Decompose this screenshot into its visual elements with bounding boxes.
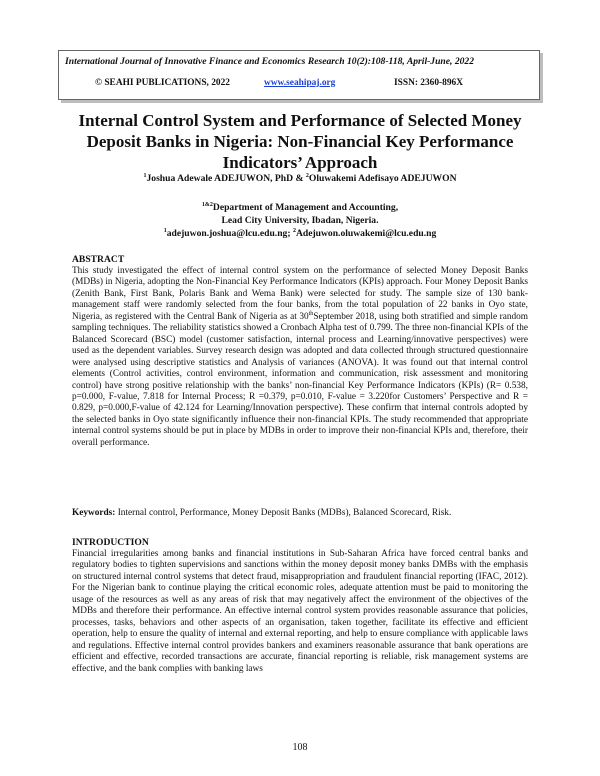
author2-superscript: 2	[305, 173, 309, 179]
paper-title: Internal Control System and Performance of Selected Money Deposit Banks in Nigeria: Non-Financial Key Performance Indicators’ Approach	[78, 111, 522, 172]
university-line: Lead City University, Ibadan, Nigeria.	[221, 215, 379, 226]
keywords-text: Internal control, Performance, Money Deposit Banks (MDBs), Balanced Scorecard, Risk.	[115, 508, 452, 518]
abstract-text-part2: September 2018, using both stratified and simple random sampling techniques. The reliability statistics showed a Cronbach Alpha test of 0.799. The three non-financial KPIs of the Balanced Scorecard (BSC) model (customer satisfaction, internal process and Learning/innovative perspectives) were used as the dependent variables. Survey research design was adopted and data collected through structured questionnaire were analysed using descriptive statistics and Analysis of variances (ANOVA). It was found out that internal control elements (Control activities, control environment, information and communication, risk assessment and monitoring control) have strong positive relationship with the banks’ non-financial Key Performance Indicators (KPIs) (R= 0.538, p=0.000, F-value, 7.818 for Internal Process; R =0.379, p=0.010, F-value = 3.220for Customers’ Perspective and R = 0.829, p=0.000,F-value of 42.124 for Learning/Innovation perspective). These confirm that internal controls adopted by the selected banks in Oyo state significantly influence their non-financial KPIs. The study recommended that appropriate internal control systems should be put in place by MDBs in order to improve their non-financial KPIs and, therefore, their overall performance.	[72, 311, 528, 448]
publisher-line	[59, 76, 539, 90]
email2: Adejuwon.oluwakemi@lcu.edu.ng	[295, 228, 437, 239]
email2-superscript: 2	[292, 228, 296, 234]
author1-superscript: 1	[143, 173, 147, 179]
abstract-body	[72, 266, 528, 449]
publisher-copyright: © SEAHI PUBLICATIONS, 2022	[95, 78, 230, 88]
journal-header-box	[58, 50, 540, 100]
issn-number: ISSN: 2360-896X	[394, 78, 464, 88]
department-superscript: 1&2	[201, 202, 213, 208]
abstract-heading: ABSTRACT	[72, 254, 125, 265]
abstract-date-superscript: th	[308, 310, 314, 317]
abstract-text-part1: This study investigated the effect of internal control system on the performance of selected Money Deposit Banks (MDBs) in Nigeria, adopting the Non-Financial Key Performance Indicators (KPIs) approach. Four Money Deposit Banks (Zenith Bank, First Bank, Polaris Bank and Wema Bank) were selected for study. The sample size of 130 bank-management staff were randomly selected from the four banks, from the total population of 22 banks in Oyo state, Nigeria, as registered with the Central Bank of Nigeria as at 30	[72, 266, 528, 322]
introduction-body: Financial irregularities among banks and financial institutions in Sub-Saharan Africa have forced central banks and regulatory bodies to tighten supervisions and sanctions within the money deposit money banks DMBs with the emphasis on structured internal control systems that detect fraud, misappropriation and fraudulent financial reporting (IFAC, 2012). For the Nigerian bank to continue playing the critical economic roles, adequate attention must be paid to monitoring the usage of the resources as well as any areas of risk that may negatively affect the environment of the objectives of the MDBs and therefore their performance. An effective internal control system provides reasonable assurance that policies, processes, tasks, behaviors and other aspects of an organisation, taken together, facilitate its effective and efficient operation, help to ensure the quality of internal and external reporting, and help to ensure compliance with applicable laws and regulations. Effective internal control provides bankers and examiners reasonable assurance that bank operations are efficient and effective, recorded transactions are accurate, financial reporting is reliable, risk management systems are effective, and the bank complies with banking laws	[72, 549, 528, 674]
journal-citation: International Journal of Innovative Finance and Economics Research 10(2):108-118, April-June, 2022	[65, 56, 475, 67]
author2-name: Oluwakemi Adefisayo ADEJUWON	[308, 173, 457, 184]
department-line	[60, 201, 540, 214]
author-line	[60, 173, 540, 185]
department-name: Department of Management and Accounting,	[212, 202, 399, 213]
website-link[interactable]: www.seahipaj.org	[264, 78, 336, 88]
keywords-label: Keywords:	[72, 508, 116, 518]
page-number: 108	[292, 742, 308, 753]
keywords-line	[72, 508, 528, 519]
email1-superscript: 1	[163, 228, 167, 234]
email1: adejuwon.joshua@lcu.edu.ng;	[166, 228, 293, 239]
introduction-heading: INTRODUCTION	[72, 537, 149, 548]
author1-name: Joshua Adewale ADEJUWON, PhD &	[146, 173, 306, 184]
affiliation-block	[60, 201, 540, 240]
email-line	[60, 227, 540, 240]
